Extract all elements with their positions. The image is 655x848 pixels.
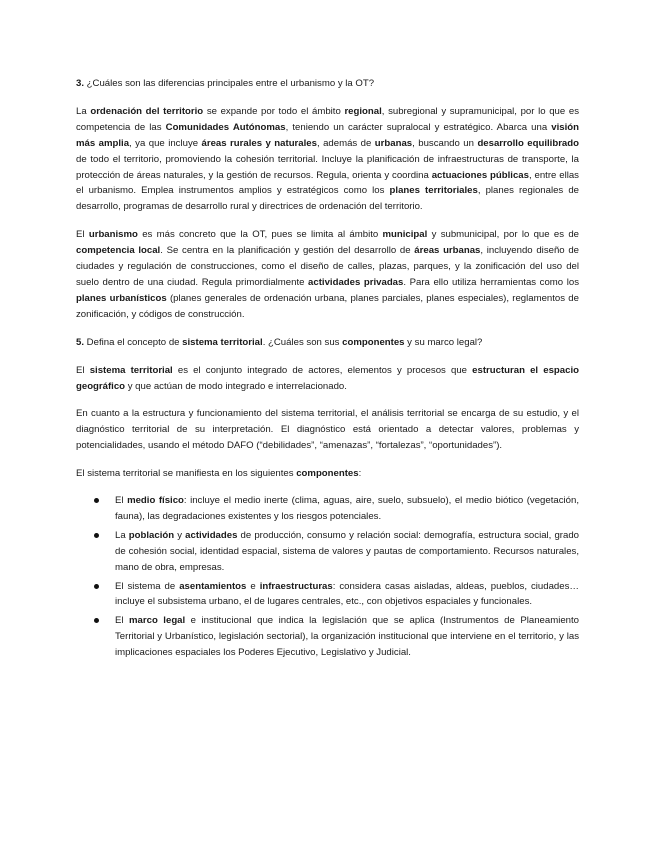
bold-text-run: componentes bbox=[296, 468, 359, 480]
bold-text-run: Comunidades Autónomas bbox=[165, 121, 286, 133]
text-run: El bbox=[115, 615, 130, 627]
bold-text-run: urbanas bbox=[374, 137, 413, 149]
bold-text-run: áreas rurales y naturales bbox=[201, 137, 317, 149]
question-3 bbox=[76, 76, 579, 92]
text-run: de producción, consumo y relación social: demografía, estructura social, grado de cohesión social, identidad espacial, sistema de valores y pautas de comportamiento. Recursos naturales, mano de obra, empresas. bbox=[115, 529, 579, 573]
text-run: La bbox=[76, 105, 91, 117]
bold-text-run: sistema territorial bbox=[182, 336, 263, 348]
text-run: es más concreto que la OT, pues se limita al ámbito bbox=[137, 229, 383, 241]
text-run: y su marco legal? bbox=[404, 336, 483, 348]
bold-text-run: áreas urbanas bbox=[414, 245, 481, 257]
text-run: se expande por todo el ámbito bbox=[203, 105, 345, 117]
paragraph-estructura-funcionamiento bbox=[76, 406, 579, 454]
bold-text-run: actuaciones públicas bbox=[431, 169, 529, 181]
bold-text-run: urbanismo bbox=[88, 229, 138, 241]
bullet-icon bbox=[94, 584, 99, 589]
bold-text-run: estructuran el espacio geográfico bbox=[76, 364, 579, 392]
text-run: . Se centra en la planificación y gestión del desarrollo de bbox=[160, 245, 415, 257]
bold-text-run: actividades bbox=[185, 529, 238, 541]
text-run: , entre ellas el urbanismo. Emplea instrumentos amplios y estratégicos como los bbox=[76, 169, 579, 197]
text-run: En cuanto a la estructura y funcionamiento del sistema territorial, el análisis territorial se encarga de su estudio, y el diagnóstico territorial de su interpretación. El diagnóstico está orientado a detectar valores, problemas y potencialidades, usando el método DAFO (“debilidades”, “amenazas”, “fortalezas”, “oportunidades”). bbox=[76, 408, 579, 452]
text-run: , además de bbox=[316, 137, 375, 149]
text-run: La bbox=[115, 529, 129, 541]
paragraph-urbanismo bbox=[76, 227, 579, 322]
bold-text-run: planes urbanísticos bbox=[76, 292, 167, 304]
text-run: . Para ello utiliza herramientas como los bbox=[403, 276, 579, 288]
text-run: , ya que incluye bbox=[129, 137, 202, 149]
list-item-marco-legal bbox=[76, 613, 579, 661]
question-3-text: ¿Cuáles son las diferencias principales entre el urbanismo y la OT? bbox=[84, 78, 375, 89]
paragraph-sistema-territorial bbox=[76, 363, 579, 395]
bullet-icon bbox=[94, 498, 99, 503]
bold-text-run: regional bbox=[344, 105, 382, 117]
text-run: e institucional que indica la legislación que se aplica (Instrumentos de Planeamiento Territorial y Urbanístico, legislación sectorial), la organización institucional que interviene en el territorio, y las implicaciones espaciales los Poderes Ejecutivo, Legislativo y Judicial. bbox=[115, 615, 580, 659]
question-5 bbox=[76, 335, 579, 351]
text-run: , buscando un bbox=[412, 137, 478, 149]
text-run: de todo el territorio, promoviendo la cohesión territorial. Incluye la planificación de infraestructuras de transporte, la protección de áreas naturales, y la gestión de recursos. Regula, orienta y coordina bbox=[76, 153, 579, 181]
bullet-icon bbox=[94, 533, 99, 538]
list-item-text bbox=[115, 615, 579, 658]
bold-text-run: 5. bbox=[76, 336, 85, 348]
text-run: . ¿Cuáles son sus bbox=[262, 336, 343, 348]
bold-text-run: visión más amplia bbox=[76, 121, 580, 149]
text-run: : considera casas aisladas, aldeas, pueblos, ciudades… incluye el subsistema urbano, el de lugares centrales, etc., con objetivos espaciales y funcionales. bbox=[115, 580, 579, 608]
bold-text-run: competencia local bbox=[76, 245, 161, 257]
text-run: y que actúan de modo integrado e interrelacionado. bbox=[125, 380, 347, 392]
text-run: El sistema de bbox=[115, 580, 180, 592]
text-run: e bbox=[246, 580, 260, 592]
bold-text-run: marco legal bbox=[129, 615, 186, 627]
bold-text-run: componentes bbox=[342, 336, 405, 348]
text-run: , subregional y supramunicipal, por lo que es competencia de las bbox=[76, 105, 580, 133]
bold-text-run: planes territoriales bbox=[389, 185, 478, 197]
text-run: es el conjunto integrado de actores, elementos y procesos que bbox=[172, 364, 473, 376]
text-run: El sistema territorial se manifiesta en los siguientes bbox=[76, 468, 297, 480]
list-item-text bbox=[115, 581, 579, 608]
question-3-number: 3. bbox=[76, 78, 85, 89]
paragraph-componentes-intro bbox=[76, 466, 579, 482]
text-run: El bbox=[115, 495, 128, 507]
list-item-text bbox=[115, 495, 579, 522]
paragraph-ordenacion-territorio bbox=[76, 104, 579, 215]
text-run: , planes regionales de desarrollo, programas de desarrollo rural y directrices de ordenación del territorio. bbox=[76, 185, 579, 213]
list-item-text bbox=[115, 530, 579, 573]
text-run: (planes generales de ordenación urbana, planes parciales, planes especiales), reglamentos de zonificación, y códigos de construcción. bbox=[76, 292, 579, 320]
bold-text-run: sistema territorial bbox=[89, 364, 173, 376]
document-body bbox=[76, 76, 579, 664]
text-run: Defina el concepto de bbox=[84, 336, 183, 348]
text-run: y bbox=[174, 529, 186, 541]
bold-text-run: ordenación del territorio bbox=[90, 105, 204, 117]
bold-text-run: municipal bbox=[382, 229, 428, 241]
list-item-medio-fisico bbox=[76, 493, 579, 525]
bold-text-run: población bbox=[128, 529, 175, 541]
text-run: y submunicipal, por lo que es de bbox=[427, 229, 579, 241]
text-run: El bbox=[76, 229, 89, 241]
list-item-asentamientos bbox=[76, 579, 579, 611]
bullet-icon bbox=[94, 618, 99, 623]
bold-text-run: infraestructuras bbox=[259, 580, 333, 592]
bold-text-run: actividades privadas bbox=[308, 276, 404, 288]
text-run: , incluyendo diseño de ciudades y regulación de construcciones, como el diseño de calles, plazas, parques, y la zonificación del uso del suelo dentro de una ciudad. Regula primordialmente bbox=[76, 245, 579, 288]
bold-text-run: desarrollo equilibrado bbox=[477, 137, 579, 149]
bold-text-run: asentamientos bbox=[179, 580, 247, 592]
text-run: : bbox=[358, 468, 362, 480]
bold-text-run: medio físico bbox=[127, 495, 184, 507]
list-item-poblacion bbox=[76, 528, 579, 576]
text-run: : incluye el medio inerte (clima, aguas, aire, suelo, subsuelo), el medio biótico (vegetación, fauna), las degradaciones existentes y los riesgos potenciales. bbox=[115, 495, 579, 522]
text-run: El bbox=[76, 364, 90, 376]
text-run: , teniendo un carácter supralocal y estratégico. Abarca una bbox=[285, 121, 552, 133]
components-list bbox=[76, 493, 579, 661]
